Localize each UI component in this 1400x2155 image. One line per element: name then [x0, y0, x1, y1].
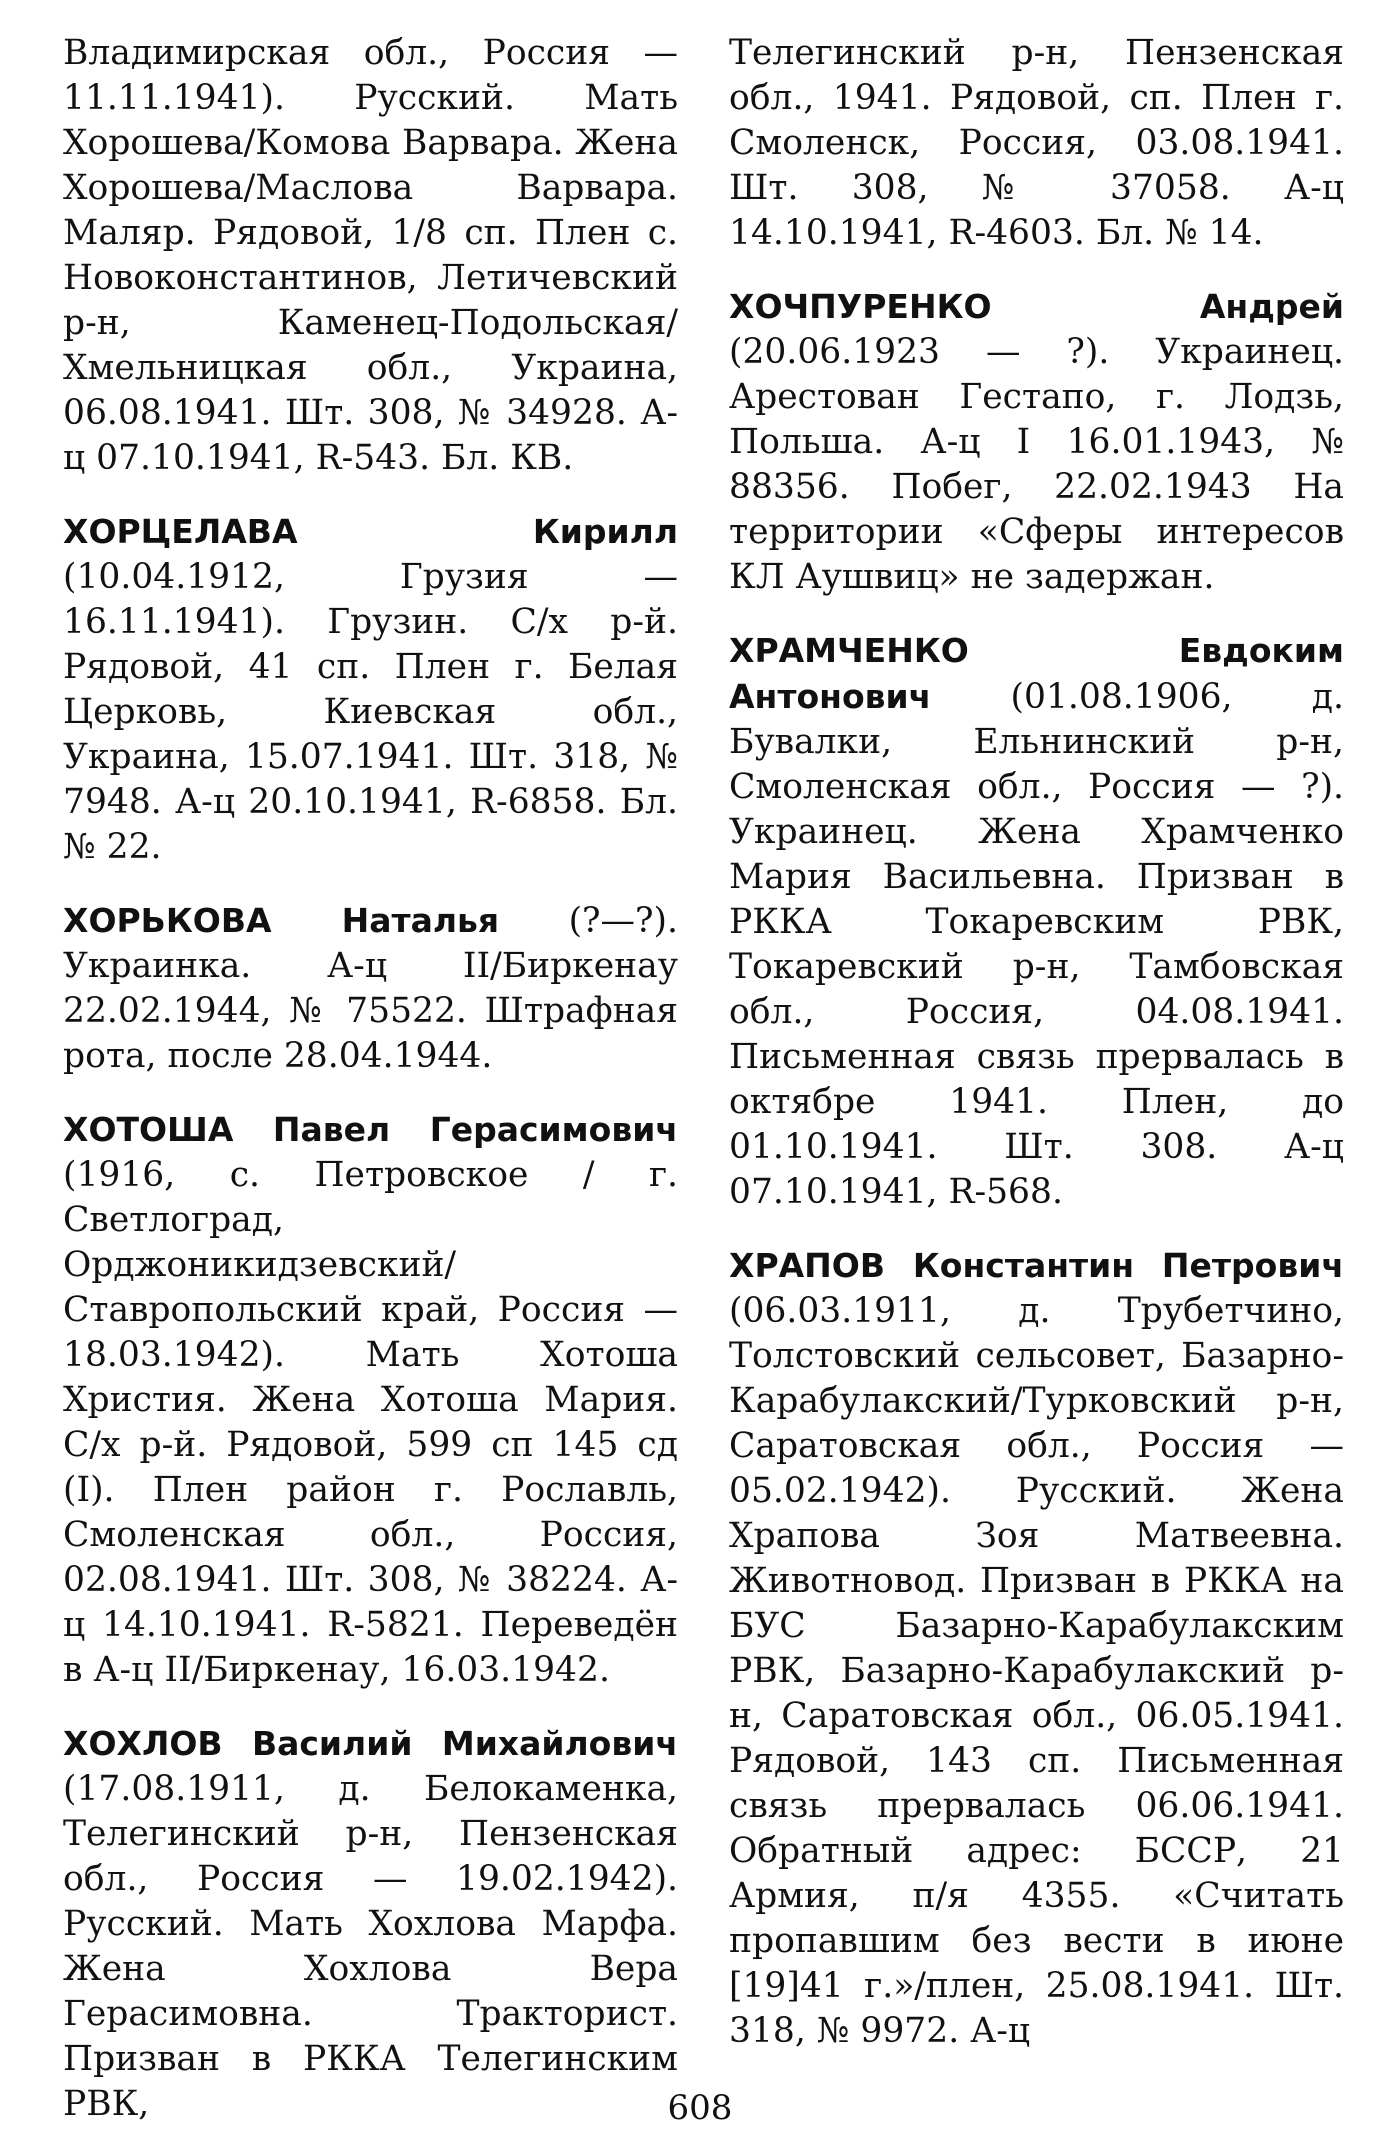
entry-name: ХОРЬКОВА Наталья: [63, 901, 500, 940]
entry-khorkova: [63, 898, 678, 1079]
entry-text: (01.08.1906, д. Бувалки, Ельнинский р-н, Смоленская обл., Россия — ?). Украинец. Жена Храмченко Мария Васильевна. Призван в РККА Токаревским РВК, Токаревский р-н, Тамбовская обл., Россия, 04.08.1941. Письменная связь прервалась в октябре 1941. Плен, до 01.10.1941. Шт. 308. А-ц 07.10.1941, R-568.: [729, 677, 1344, 1212]
entry-text: Телегинский р-н, Пензенская обл., 1941. Рядовой, сп. Плен г. Смоленск, Россия, 03.08.1941. Шт. 308, № 37058. А-ц 14.10.1941, R-4603. Бл. № 14.: [729, 33, 1344, 253]
right-column: [729, 30, 1344, 2082]
entry-name: ХОХЛОВ Василий Михайлович: [63, 1724, 678, 1763]
entry-khortselava: [63, 509, 678, 870]
entry-name: ХОЧПУРЕНКО Андрей: [729, 287, 1344, 326]
entry-name: ХОТОША Павел Герасимович: [63, 1110, 678, 1149]
entry-text: (1916, с. Петровское / г. Светлоград, Орджоникидзевский/Ставропольский край, Россия — 18.03.1942). Мать Хотоша Христия. Жена Хотоша Мария. С/х р-й. Рядовой, 599 сп 145 сд (I). Плен район г. Рославль, Смоленская обл., Россия, 02.08.1941. Шт. 308, № 38224. А-ц 14.10.1941. R-5821. Переведён в А-ц II/Биркенау, 16.03.1942.: [63, 1155, 678, 1690]
left-column: [63, 30, 678, 2155]
entry-text: (17.08.1911, д. Белокаменка, Телегинский р-н, Пензенская обл., Россия — 19.02.1942). Русский. Мать Хохлова Марфа. Жена Хохлова Вера Герасимовна. Тракторист. Призван в РККА Телегинским РВК,: [63, 1769, 678, 2124]
entry-khokhlov: [63, 1721, 678, 2127]
entry-khotosha: [63, 1107, 678, 1693]
entry-text: (06.03.1911, д. Трубетчино, Толстовский сельсовет, Базарно-Карабулакский/Турковский р-н, Саратовская обл., Россия — 05.02.1942). Русский. Жена Храпова Зоя Матвеевна. Животновод. Призван в РККА на БУС Базарно-Карабулакским РВК, Базарно-Карабулакский р-н, Саратовская обл., 06.05.1941. Рядовой, 143 сп. Письменная связь прервалась 06.06.1941. Обратный адрес: БССР, 21 Армия, п/я 4355. «Считать пропавшим без вести в июне [19]41 г.»/плен, 25.08.1941. Шт. 318, № 9972. А-ц: [729, 1291, 1344, 2051]
entry-name: ХРАМЧЕНКО Евдоким Антонович: [729, 631, 1344, 716]
entry-text: Владимирская обл., Россия — 11.11.1941). Русский. Мать Хорошева/Комова Варвара. Жена Хорошева/Маслова Варвара. Маляр. Рядовой, 1/8 сп. Плен с. Новоконстантинов, Летичевский р-н, Каменец-Подольская/Хмельницкая обл., Украина, 06.08.1941. Шт. 308, № 34928. А-ц 07.10.1941, R-543. Бл. КВ.: [63, 33, 678, 478]
page-number: 608: [667, 2088, 733, 2128]
entry-khrapov: [729, 1243, 1344, 2054]
entry-continuation: [729, 30, 1344, 256]
entry-text: (20.06.1923 — ?). Украинец. Арестован Гестапо, г. Лодзь, Польша. А-ц I 16.01.1943, № 88356. Побег, 22.02.1943 На территории «Сферы интересов КЛ Аушвиц» не задержан.: [729, 332, 1344, 597]
entry-khramchenko: [729, 628, 1344, 1215]
entry-name: ХРАПОВ Константин Петрович: [729, 1246, 1344, 1285]
entry-text: (10.04.1912, Грузия — 16.11.1941). Грузин. С/х р-й. Рядовой, 41 сп. Плен г. Белая Церковь, Киевская обл., Украина, 15.07.1941. Шт. 318, № 7948. А-ц 20.10.1941, R-6858. Бл. № 22.: [63, 557, 678, 867]
entry-name: ХОРЦЕЛАВА Кирилл: [63, 512, 678, 551]
entry-continuation: [63, 30, 678, 481]
entry-text: (?—?). Украинка. А-ц II/Биркенау 22.02.1944, № 75522. Штрафная рота, после 28.04.1944.: [63, 901, 678, 1076]
entry-khochpurenko: [729, 284, 1344, 600]
